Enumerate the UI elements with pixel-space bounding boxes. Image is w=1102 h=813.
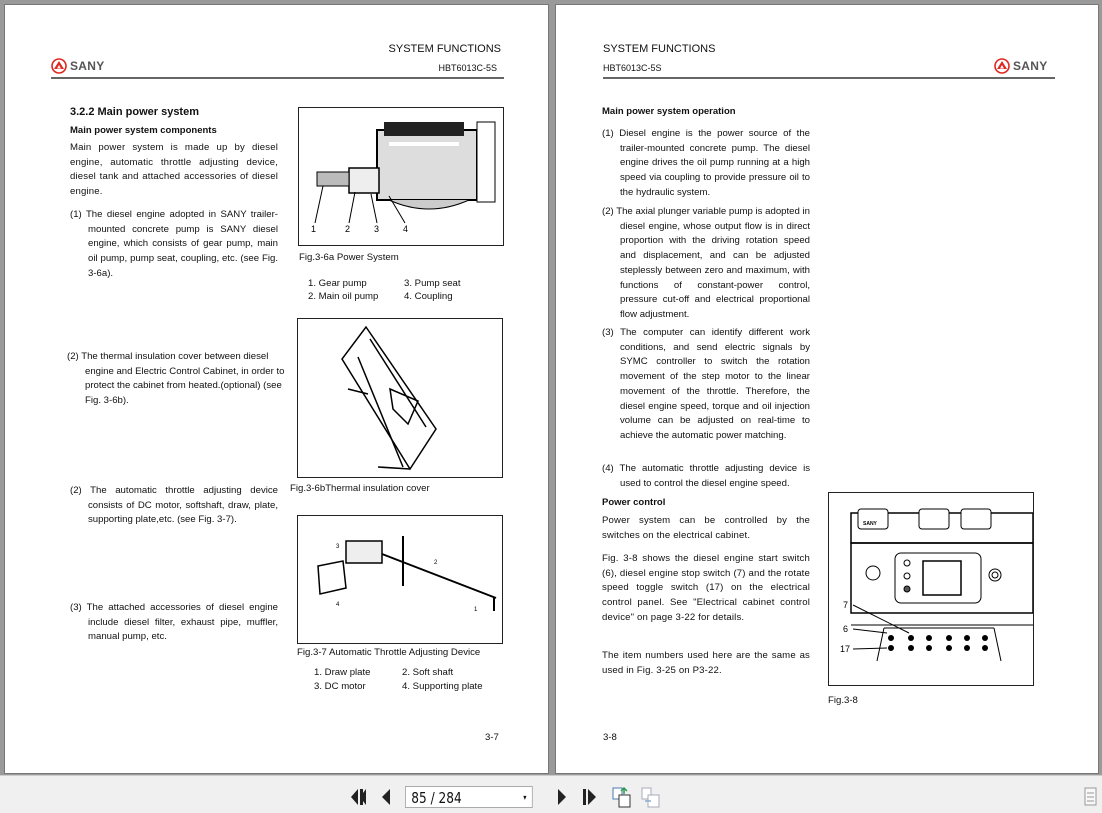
previous-page-icon[interactable] bbox=[381, 789, 391, 805]
sany-logo: SANY bbox=[51, 58, 105, 74]
callout-17: 17 bbox=[840, 644, 851, 654]
two-page-view-icon[interactable] bbox=[641, 786, 661, 808]
fig-3-6b-caption: Fig.3-6bThermal insulation cover bbox=[290, 483, 430, 494]
header-model: HBT6013C-5S bbox=[438, 63, 497, 73]
panel-brand: SANY bbox=[863, 521, 877, 527]
dropdown-arrow-icon[interactable]: ▾ bbox=[523, 793, 527, 802]
page-number: 3-7 bbox=[485, 732, 499, 743]
figure-control-panel bbox=[828, 492, 1034, 686]
power-control-paragraph: Fig. 3-8 shows the diesel engine start switch (6), diesel engine stop switch (7) and the rotate speed toggle switch (17) on the electrical control panel. See "Electrical cabinet control device" on page 3-22 for details. bbox=[602, 553, 810, 623]
fig-3-7-caption: Fig.3-7 Automatic Throttle Adjusting Device bbox=[297, 647, 481, 658]
callout-1: 1 bbox=[474, 607, 478, 613]
section-title: Main power system operation bbox=[602, 106, 736, 117]
item-2-insulation: (2) The thermal insulation cover between diesel engine and Electric Control Cabinet, in order to protect the cabinet from heated.(optional) (see Fig. 3-6b). bbox=[67, 351, 285, 407]
operation-item-1: (1) Diesel engine is the power source of the trailer-mounted concrete pump. The diesel engine drives the oil pump running at a high speed via coupling to provide pressure oil to the hydraulic system. bbox=[602, 128, 810, 198]
legend-item: 4. Coupling bbox=[404, 291, 453, 302]
header-rule bbox=[51, 77, 504, 79]
callout-4: 4 bbox=[336, 602, 340, 608]
callout-2: 2 bbox=[434, 560, 438, 566]
legend-item: 3. Pump seat bbox=[404, 278, 461, 289]
sany-logo: SANY bbox=[994, 58, 1048, 74]
legend-item: 4. Supporting plate bbox=[402, 681, 483, 692]
sany-logo-icon bbox=[51, 58, 67, 74]
next-page-icon[interactable] bbox=[557, 789, 567, 805]
power-control-paragraph: Power system can be controlled by the switches on the electrical cabinet. bbox=[602, 515, 810, 541]
insulation-cover-drawing bbox=[298, 319, 502, 477]
operation-item-3: (3) The computer can identify different work conditions, and send electric signals by SYMC controller to switch the rotation movement of the step motor to the linear movement of the throttle. Therefore, the diesel engine speed, torque and oil injection volume can be adjusted on real-time to achieve the automatic power matching. bbox=[602, 327, 810, 441]
header-model: HBT6013C-5S bbox=[603, 63, 662, 73]
callout-3: 3 bbox=[336, 544, 340, 550]
callout-4: 4 bbox=[403, 224, 409, 234]
callout-2: 2 bbox=[345, 224, 351, 234]
page-number: 3-8 bbox=[603, 732, 617, 743]
power-control-title: Power control bbox=[602, 497, 666, 508]
control-panel-drawing bbox=[829, 493, 1033, 685]
callout-3: 3 bbox=[374, 224, 380, 234]
single-page-view-icon[interactable] bbox=[612, 786, 632, 808]
legend-item: 1. Draw plate bbox=[314, 667, 371, 678]
item-1: (1) The diesel engine adopted in SANY trailer-mounted concrete pump is SANY diesel engine, which consists of gear pump, main oil pump, pump seat, coupling, etc. (see Fig. 3-6a). bbox=[70, 209, 278, 279]
section-title: 3.2.2 Main power system bbox=[70, 106, 199, 118]
power-control-paragraph: The item numbers used here are the same as used in Fig. 3-25 on P3-22. bbox=[602, 650, 810, 676]
subsection-title: Main power system components bbox=[70, 125, 217, 136]
first-page-icon[interactable] bbox=[350, 789, 368, 805]
fig-3-8-caption: Fig.3-8 bbox=[828, 695, 858, 706]
item-2-throttle: (2) The automatic throttle adjusting device consists of DC motor, softshaft, draw, plate, supporting plate,etc. (see Fig. 3-7). bbox=[70, 485, 278, 526]
operation-item-4: (4) The automatic throttle adjusting device is used to control the diesel engine speed. bbox=[602, 463, 810, 489]
legend-item: 3. DC motor bbox=[314, 681, 366, 692]
item-3: (3) The attached accessories of diesel engine include diesel filter, exhaust pipe, muffler, manual pump, etc. bbox=[70, 602, 278, 643]
callout-6: 6 bbox=[843, 624, 849, 634]
callout-7: 7 bbox=[843, 600, 849, 610]
figure-thermal-cover bbox=[297, 318, 503, 478]
legend-item: 2. Soft shaft bbox=[402, 667, 454, 678]
header-rule bbox=[603, 77, 1055, 79]
figure-power-system bbox=[298, 107, 504, 246]
throttle-device-drawing bbox=[298, 516, 502, 643]
menu-icon[interactable] bbox=[1084, 787, 1098, 807]
operation-item-2: (2) The axial plunger variable pump is adopted in diesel engine, whose output flow is in direct proportion with the driving rotation speed and displacement, and can be adjusted steplessly between zero and maximum, with functions of constant-power control, pressure cut-off and electrical proportional flow adjustment. bbox=[602, 206, 810, 320]
callout-1: 1 bbox=[311, 224, 317, 234]
page-number-input[interactable]: 85 / 284 ▾ bbox=[405, 786, 533, 808]
header-title: SYSTEM FUNCTIONS bbox=[388, 43, 501, 55]
engine-drawing bbox=[299, 108, 503, 245]
intro-paragraph: Main power system is made up by diesel engine, automatic throttle adjusting device, diesel tank and attached accessories of diesel engine. bbox=[70, 142, 278, 198]
viewer-toolbar bbox=[0, 775, 1102, 813]
sany-logo-icon bbox=[994, 58, 1010, 74]
legend-item: 1. Gear pump bbox=[308, 278, 367, 289]
left-page bbox=[4, 4, 549, 774]
figure-throttle-device bbox=[297, 515, 503, 644]
fig-3-6a-caption: Fig.3-6a Power System bbox=[299, 252, 399, 263]
legend-item: 2. Main oil pump bbox=[308, 291, 379, 302]
header-title: SYSTEM FUNCTIONS bbox=[603, 43, 716, 55]
right-page bbox=[555, 4, 1099, 774]
last-page-icon[interactable] bbox=[582, 789, 600, 805]
